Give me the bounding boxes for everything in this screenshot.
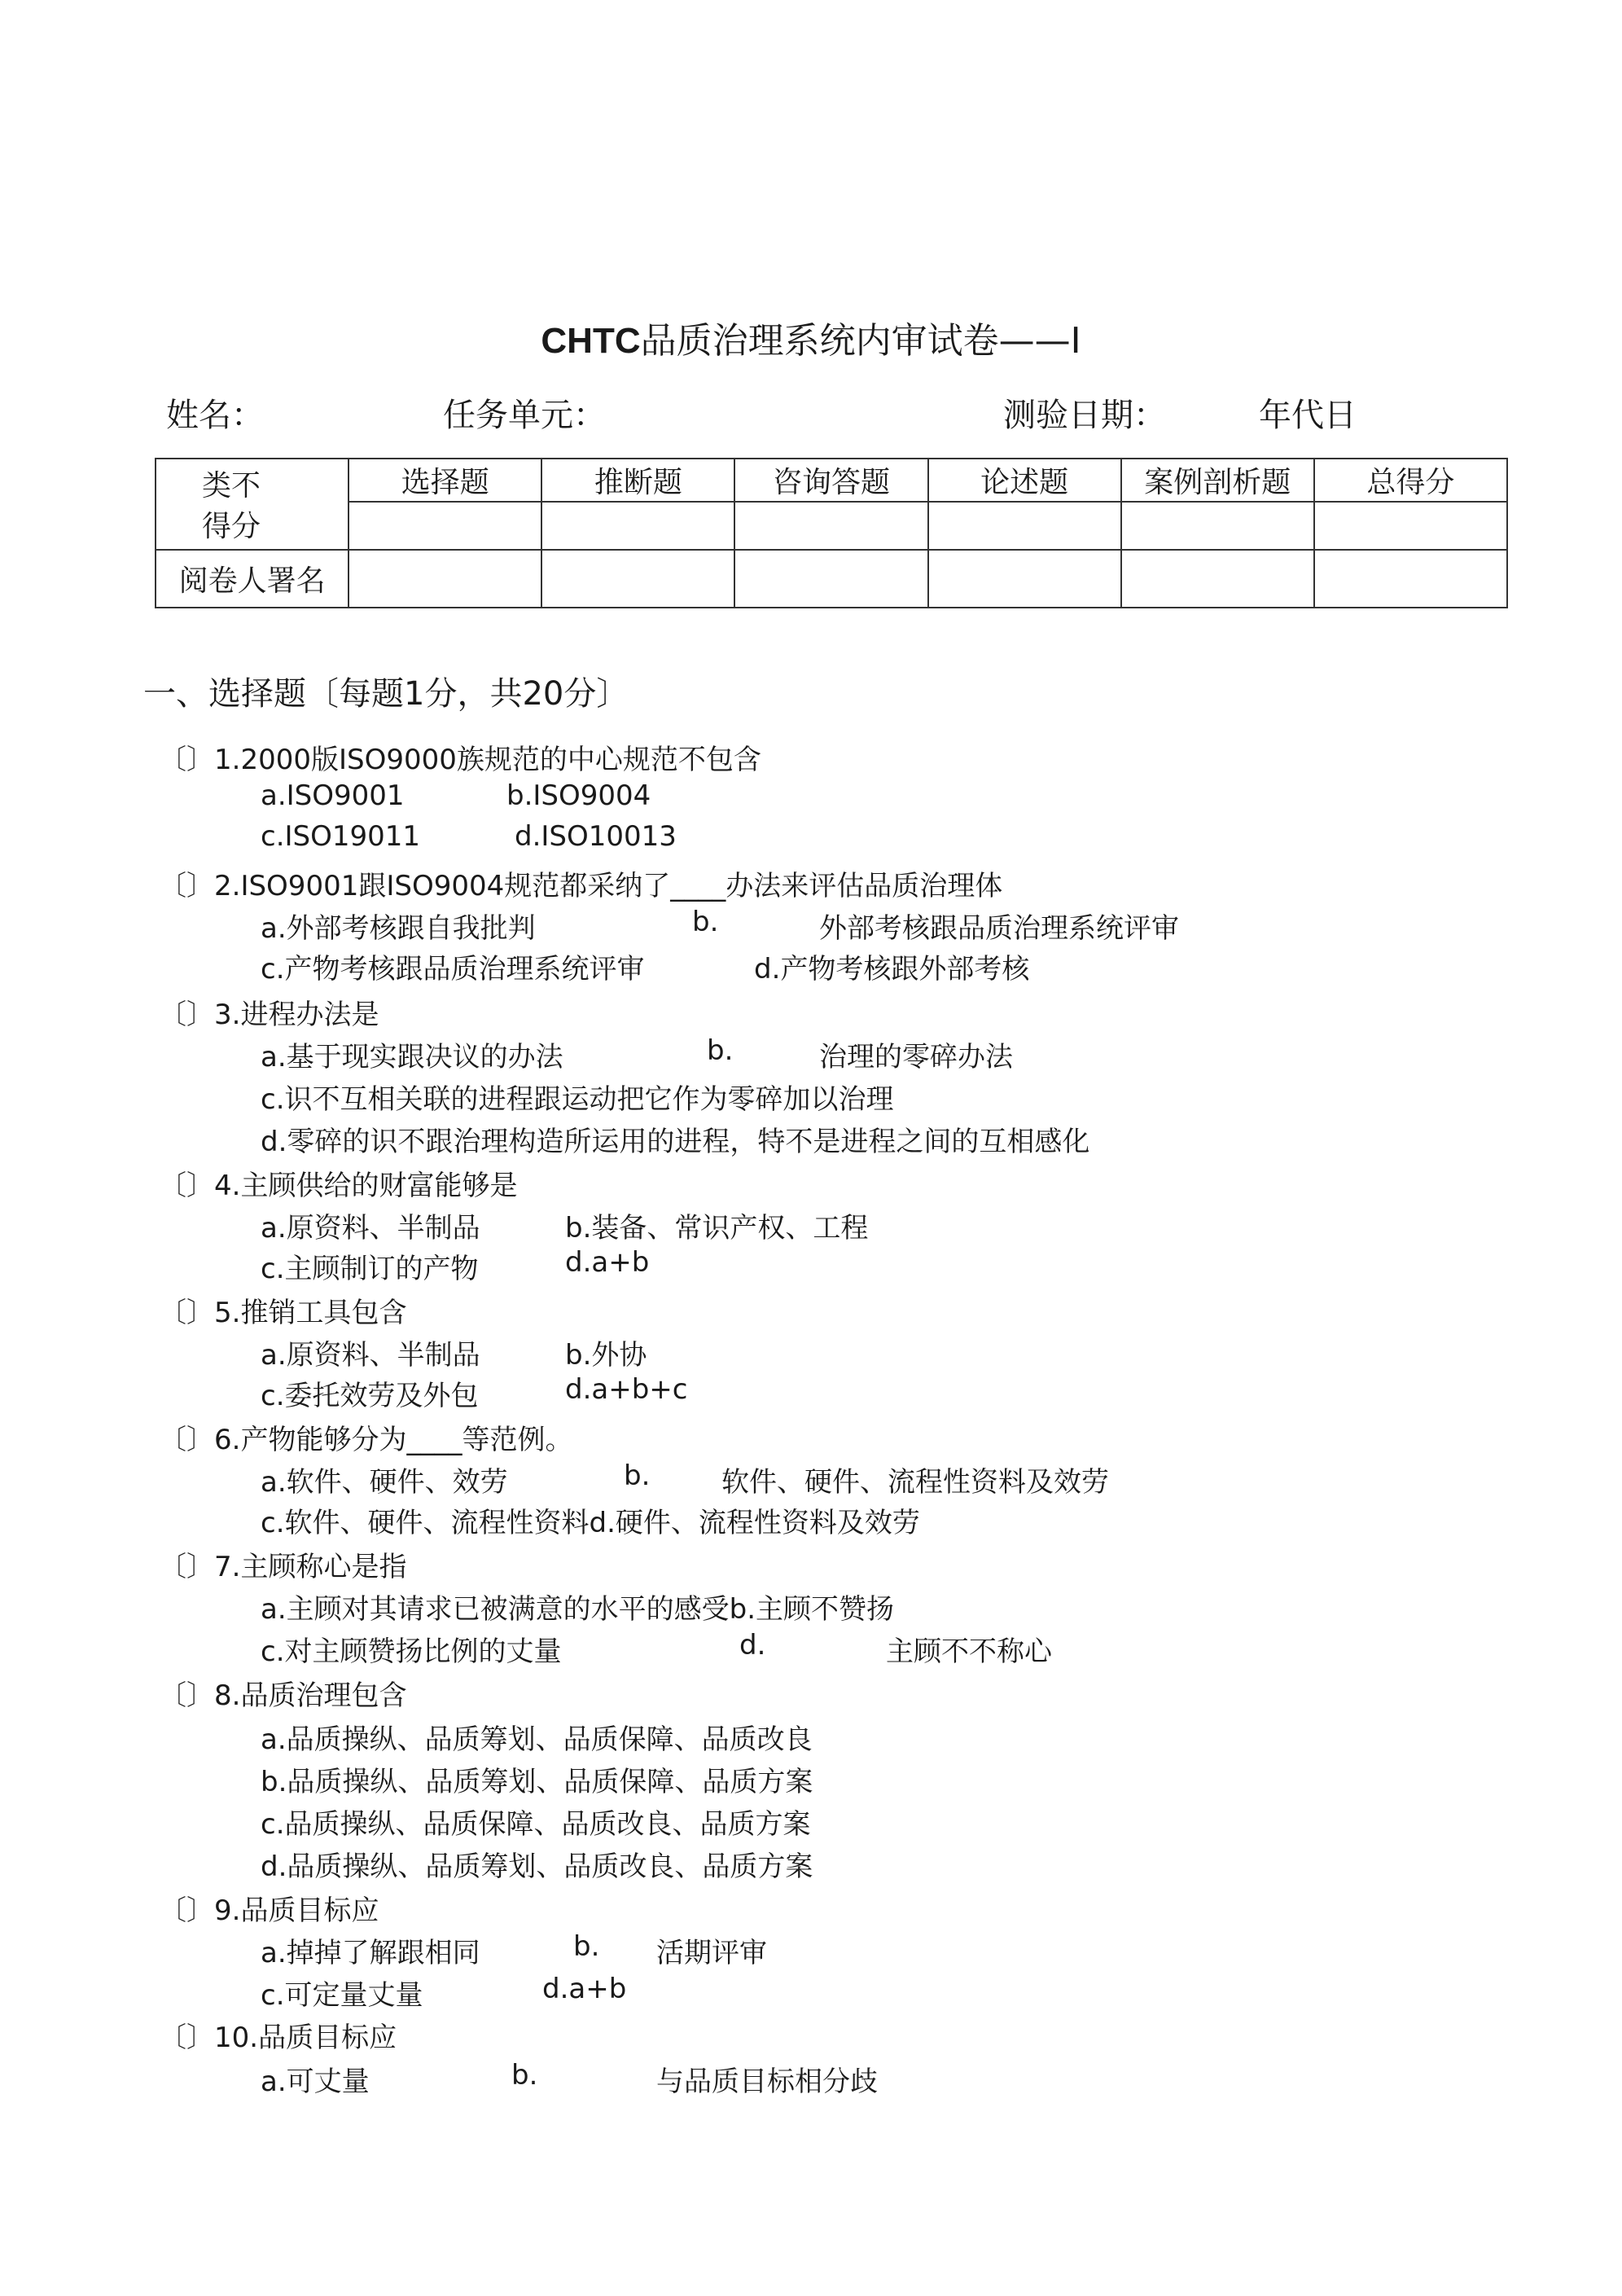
question-stem: 〔〕7.主顾称心是指	[159, 1551, 407, 1583]
option: d.	[739, 1629, 766, 1662]
option: d.a+b	[542, 1973, 627, 2005]
option: c.对主顾赞扬比例的丈量	[261, 1635, 562, 1668]
option: d.产物考核跟外部考核	[754, 953, 1030, 986]
option: a.品质操纵、品质筹划、品质保障、品质改良	[261, 1723, 813, 1756]
option: c.可定量丈量	[261, 1979, 423, 2012]
option: a.可丈量	[261, 2066, 370, 2098]
title-cn: 品质治理系统内审试卷——Ⅰ	[640, 320, 1081, 362]
signer-cell	[1121, 550, 1314, 608]
option: c.软件、硬件、流程性资料d.硬件、流程性资料及效劳	[261, 1507, 920, 1539]
option: c.产物考核跟品质治理系统评审	[261, 953, 645, 986]
score-cell	[928, 502, 1121, 550]
option: a.ISO9001	[261, 779, 405, 812]
option: b.装备、常识产权、工程	[565, 1212, 869, 1245]
option: d.ISO10013	[515, 820, 677, 853]
option: 治理的零碎办法	[819, 1041, 1013, 1073]
option: c.品质操纵、品质保障、品质改良、品质方案	[261, 1808, 811, 1841]
option: 外部考核跟品质治理系统评审	[819, 912, 1179, 945]
option: a.主顾对其请求已被满意的水平的感受b.主顾不赞扬	[261, 1593, 895, 1626]
question-stem: 〔〕3.进程办法是	[159, 999, 379, 1031]
question-stem: 〔〕4.主顾供给的财富能够是	[159, 1170, 518, 1202]
option: c.委托效劳及外包	[261, 1380, 479, 1412]
type-score-header	[156, 459, 349, 550]
score-row	[156, 502, 1507, 550]
column-header: 论述题	[928, 459, 1121, 502]
option: b.ISO9004	[506, 779, 651, 812]
option: c.主顾制订的产物	[261, 1253, 479, 1285]
option: 与品质目标相分歧	[656, 2066, 878, 2098]
option: c.ISO19011	[261, 820, 421, 853]
date-value: 年代日	[1259, 397, 1357, 434]
option: d.零碎的识不跟治理构造所运用的进程，特不是进程之间的互相感化	[261, 1126, 1090, 1158]
option: b.	[692, 906, 719, 938]
score-cell	[734, 502, 927, 550]
option: b.外协	[565, 1339, 647, 1372]
option: a.外部考核跟自我批判	[261, 912, 536, 945]
option: b.	[707, 1034, 734, 1067]
option: b.	[511, 2059, 538, 2092]
question-stem: 〔〕9.品质目标应	[159, 1894, 379, 1927]
question-stem: 〔〕10.品质目标应	[159, 2022, 397, 2054]
signer-label: 阅卷人署名	[156, 550, 349, 608]
name-label: 姓名：	[166, 397, 264, 434]
signer-cell	[734, 550, 927, 608]
signer-cell	[928, 550, 1121, 608]
question-stem: 〔〕1.2000版ISO9000族规范的中心规范不包含	[159, 744, 761, 776]
page-title	[0, 311, 1622, 363]
section-heading: 一、选择题〔每题1分，共20分〕	[143, 675, 629, 713]
column-header: 案例剖析题	[1121, 459, 1314, 502]
option: a.软件、硬件、效劳	[261, 1466, 508, 1499]
option: a.原资料、半制品	[261, 1339, 480, 1372]
score-cell	[541, 502, 734, 550]
score-cell	[1121, 502, 1314, 550]
column-header: 推断题	[541, 459, 734, 502]
option: a.原资料、半制品	[261, 1212, 480, 1245]
option: a.基于现实跟决议的办法	[261, 1041, 563, 1073]
column-header: 选择题	[349, 459, 541, 502]
option: 软件、硬件、流程性资料及效劳	[721, 1466, 1109, 1499]
title-latin: CHTC	[541, 321, 641, 361]
option: 活期评审	[656, 1937, 767, 1969]
type-label: 类不	[202, 469, 261, 503]
option: a.掉掉了解跟相同	[261, 1937, 480, 1969]
question-stem: 〔〕8.品质治理包含	[159, 1679, 407, 1712]
score-label: 得分	[202, 510, 261, 543]
unit-label: 任务单元：	[443, 397, 606, 434]
option: d.a+b+c	[565, 1373, 688, 1406]
option: d.a+b	[565, 1246, 650, 1279]
option: c.识不互相关联的进程跟运动把它作为零碎加以治理	[261, 1083, 894, 1116]
column-header: 咨询答题	[734, 459, 927, 502]
column-header: 总得分	[1314, 459, 1507, 502]
question-stem: 〔〕5.推销工具包含	[159, 1297, 407, 1329]
score-cell	[349, 502, 541, 550]
option: b.	[573, 1930, 600, 1963]
question-stem: 〔〕6.产物能够分为____等范例。	[159, 1424, 573, 1456]
signer-cell	[1314, 550, 1507, 608]
score-table-header-row	[156, 459, 1507, 502]
option: b.	[624, 1460, 651, 1492]
option: d.品质操纵、品质筹划、品质改良、品质方案	[261, 1850, 813, 1883]
date-label: 测验日期：	[1003, 397, 1166, 434]
option: b.品质操纵、品质筹划、品质保障、品质方案	[261, 1766, 813, 1798]
score-cell	[1314, 502, 1507, 550]
score-table	[155, 458, 1508, 608]
signer-cell	[349, 550, 541, 608]
signer-cell	[541, 550, 734, 608]
signer-row	[156, 550, 1507, 608]
question-stem: 〔〕2.ISO9001跟ISO9004规范都采纳了____办法来评估品质治理体	[159, 870, 1003, 902]
option: 主顾不不称心	[886, 1635, 1052, 1668]
